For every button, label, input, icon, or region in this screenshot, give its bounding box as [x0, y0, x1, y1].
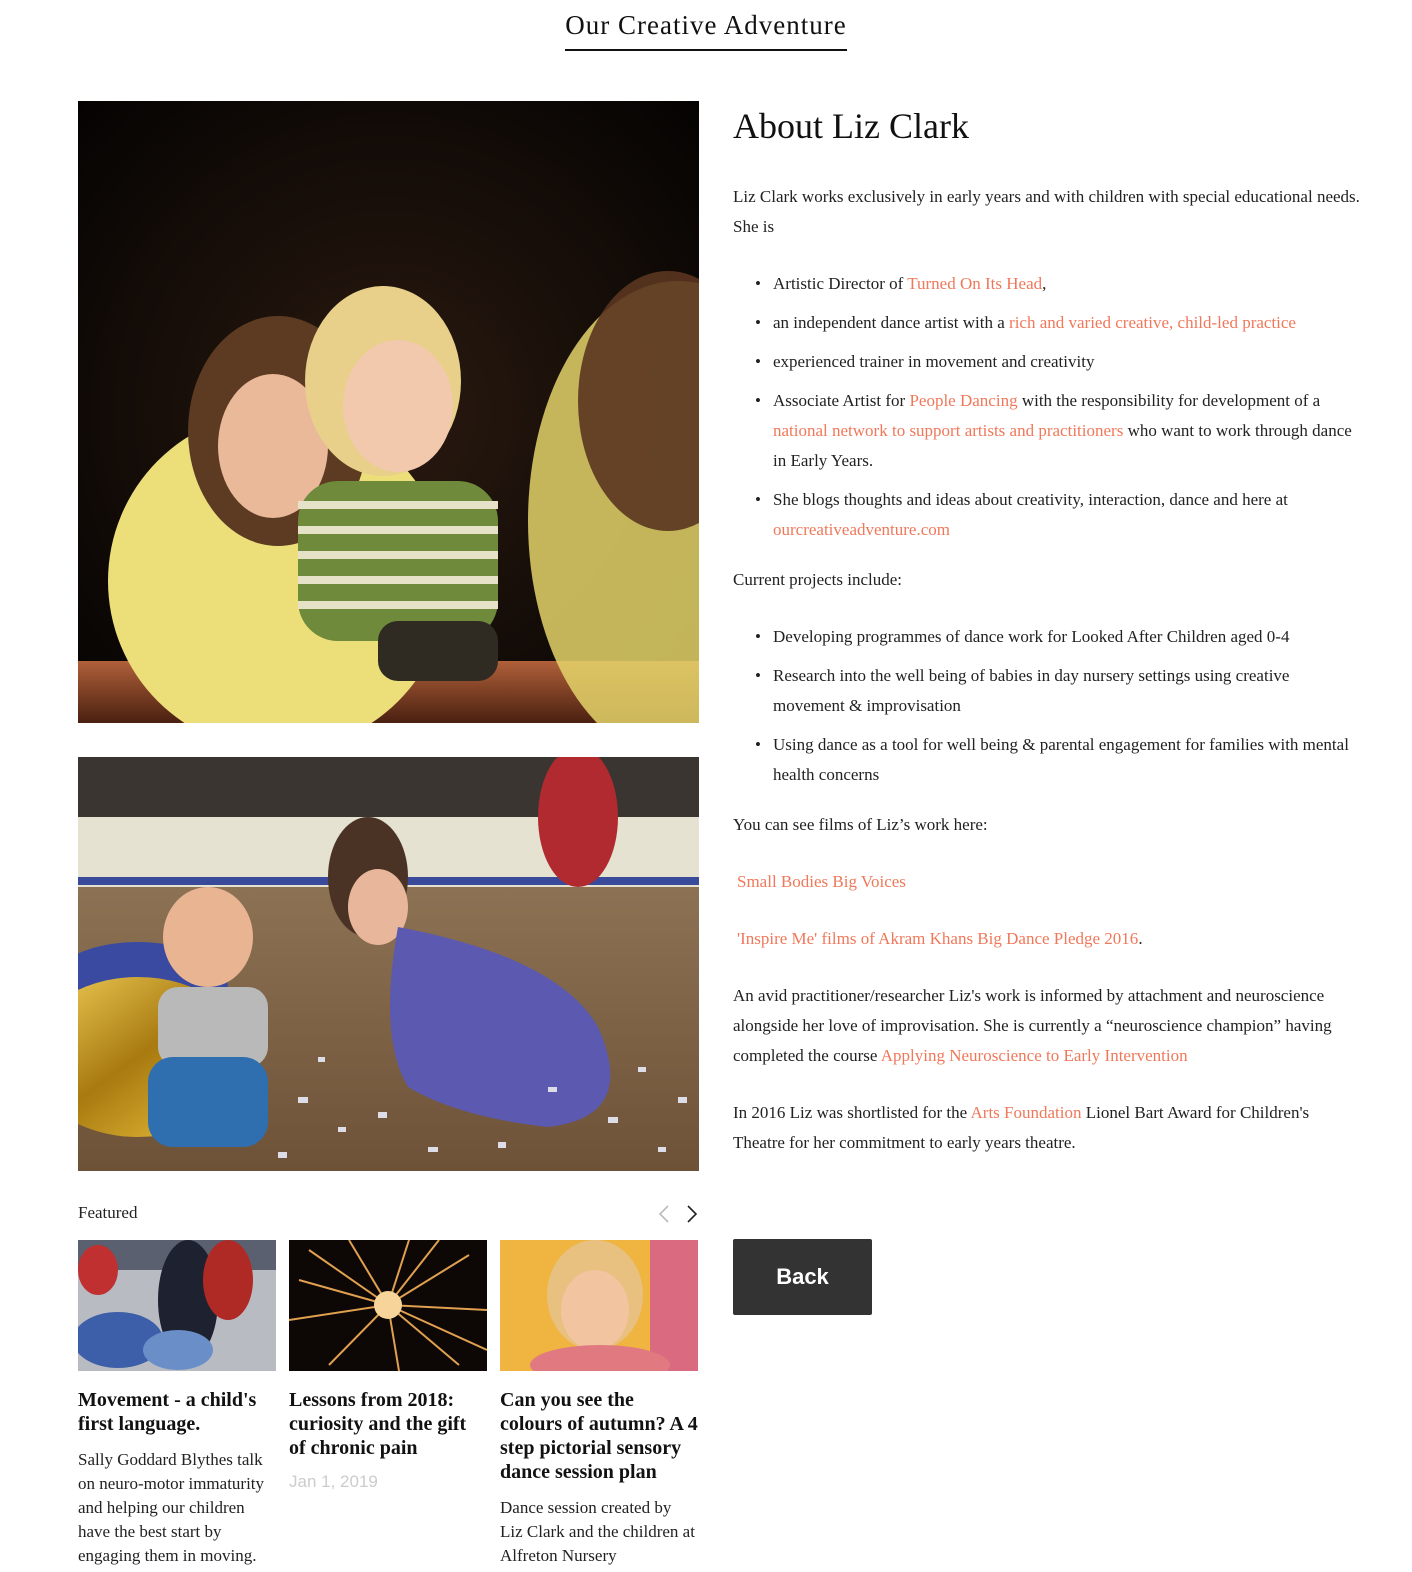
featured-cards: [78, 1240, 699, 1568]
projects-list: [733, 622, 1363, 790]
role-text: experienced trainer in movement and creativity: [773, 352, 1095, 371]
about-heading: About Liz Clark: [733, 106, 969, 146]
featured-card[interactable]: [500, 1240, 698, 1568]
film-paragraph: [733, 867, 1363, 897]
card-image[interactable]: [500, 1240, 698, 1371]
award-paragraph: [733, 1098, 1363, 1158]
about-section: [733, 104, 1363, 1185]
card-date: Jan 1, 2019: [289, 1472, 378, 1491]
film-text: .: [1138, 929, 1143, 948]
turned-on-its-head-link[interactable]: Turned On Its Head: [907, 274, 1043, 293]
chevron-right-icon[interactable]: [685, 1203, 699, 1225]
role-text: with the responsibility for development of a: [1017, 391, 1321, 410]
role-item: [733, 347, 1363, 377]
photo-liz-with-baby: [78, 757, 699, 1171]
site-title-link[interactable]: Our Creative Adventure: [565, 10, 846, 51]
practice-text: An avid practitioner/researcher Liz's work is informed by attachment and neuroscience alongside her love of improvisation. She is currently a “neuroscience champion” having completed the course: [733, 986, 1332, 1065]
project-item: • Using dance as a tool for well being & parental engagement for families with mental health concerns: [733, 730, 1363, 790]
inspire-me-films-link[interactable]: 'Inspire Me' films of Akram Khans Big Dance Pledge 2016: [737, 929, 1139, 948]
photo-liz-with-toddler: [78, 101, 699, 723]
role-text: Artistic Director of: [773, 274, 908, 293]
creative-practice-link[interactable]: rich and varied creative, child-led practice: [1009, 313, 1296, 332]
neuroscience-course-link[interactable]: Applying Neuroscience to Early Intervention: [880, 1046, 1188, 1065]
people-dancing-link[interactable]: People Dancing: [909, 391, 1018, 410]
small-bodies-big-voices-link[interactable]: Small Bodies Big Voices: [737, 872, 906, 891]
card-title[interactable]: Movement - a child's first language.: [78, 1389, 257, 1435]
featured-card[interactable]: [289, 1240, 487, 1568]
project-item: • Research into the well being of babies in day nursery settings using creative movement & improvisation: [733, 661, 1363, 721]
featured-header: [78, 1203, 699, 1227]
chevron-left-icon[interactable]: [657, 1203, 671, 1225]
role-text: ,: [1042, 274, 1047, 293]
featured-label: Featured: [78, 1203, 138, 1222]
national-network-link[interactable]: national network to support artists and practitioners: [773, 421, 1124, 440]
card-excerpt: Sally Goddard Blythes talk on neuro-motor immaturity and helping our children have the best start by engaging them in moving.: [78, 1450, 265, 1565]
project-item: • Developing programmes of dance work for Looked After Children aged 0-4: [733, 622, 1363, 652]
award-text: Lionel Bart Award for Children's Theatre for her commitment to early years theatre.: [733, 1103, 1310, 1152]
role-item: [733, 269, 1363, 299]
card-image[interactable]: [78, 1240, 276, 1371]
site-header: [0, 10, 1412, 51]
role-item: [733, 386, 1363, 476]
award-text: In 2016 Liz was shortlisted for the: [733, 1103, 971, 1122]
practice-paragraph: [733, 981, 1363, 1071]
card-title[interactable]: Lessons from 2018: curiosity and the gift of chronic pain: [289, 1389, 467, 1459]
role-text: an independent dance artist with a: [773, 313, 1010, 332]
roles-list: [733, 269, 1363, 545]
film-paragraph: [733, 924, 1363, 954]
arts-foundation-link[interactable]: Arts Foundation: [970, 1103, 1082, 1122]
films-intro: You can see films of Liz’s work here:: [733, 815, 988, 834]
role-text: who want to work through dance in Early Years.: [773, 421, 1352, 470]
back-button[interactable]: Back: [733, 1239, 872, 1315]
role-item: [733, 485, 1363, 545]
featured-card[interactable]: [78, 1240, 276, 1568]
about-intro: Liz Clark works exclusively in early years and with children with special educational needs. She is: [733, 187, 1360, 236]
card-image[interactable]: [289, 1240, 487, 1371]
role-item: [733, 308, 1363, 338]
card-title[interactable]: Can you see the colours of autumn? A 4 step pictorial sensory dance session plan: [500, 1389, 698, 1483]
featured-nav: [657, 1203, 699, 1225]
card-excerpt: Dance session created by Liz Clark and the children at Alfreton Nursery: [500, 1498, 695, 1565]
blog-link[interactable]: ourcreativeadventure.com: [773, 520, 950, 539]
role-text: Associate Artist for: [773, 391, 910, 410]
projects-intro: Current projects include:: [733, 570, 903, 589]
role-text: She blogs thoughts and ideas about creativity, interaction, dance and here at: [773, 490, 1288, 509]
